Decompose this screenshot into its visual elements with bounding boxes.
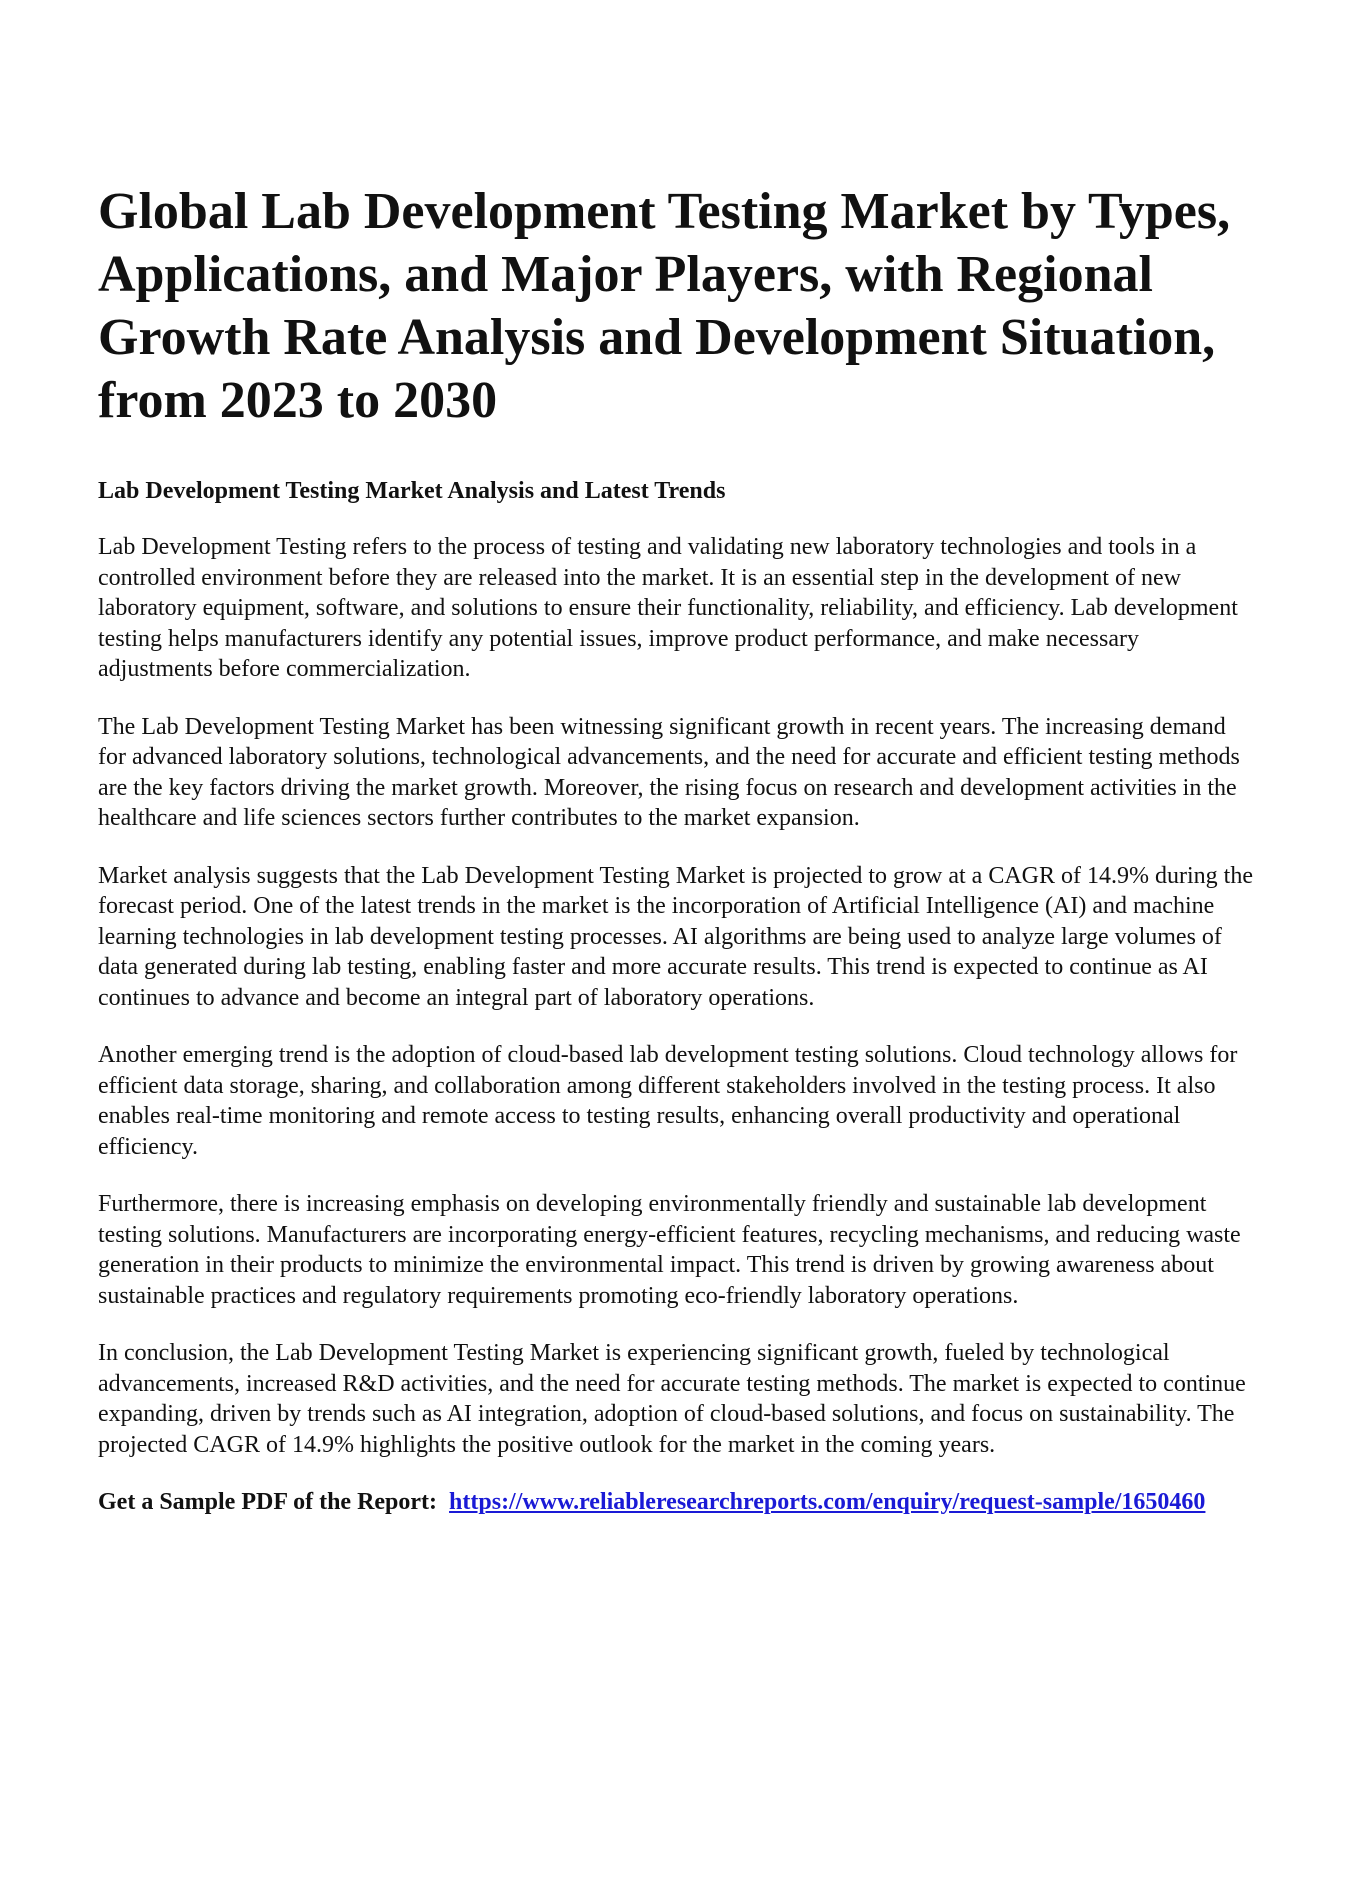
paragraph-definition: Lab Development Testing refers to the process of testing and validating new laboratory technologies and tools in a controlled environment before they are released into the market. It is an essential step in the development of new laboratory equipment, software, and solutions to ensure their functionality, reliability, and efficiency. Lab development testing helps manufacturers identify any potential issues, improve product performance, and make necessary adjustments before commercialization. bbox=[98, 534, 1238, 682]
paragraph-cagr-ai-trend: Market analysis suggests that the Lab Development Testing Market is projected to grow at a CAGR of 14.9% during the forecast period. One of the latest trends in the market is the incorporation of Artificial Intelligence (AI) and machine learning technologies in lab development testing processes. AI algorithms are being used to analyze large volumes of data generated during lab testing, enabling faster and more accurate results. This trend is expected to continue as AI continues to advance and become an integral part of laboratory operations. bbox=[98, 862, 1253, 1011]
sample-pdf-label: Get a Sample PDF of the Report: bbox=[98, 1489, 438, 1515]
sample-pdf-link[interactable]: https://www.reliableresearchreports.com/enquiry/request-sample/1650460 bbox=[449, 1489, 1206, 1515]
paragraph-market-growth: The Lab Development Testing Market has been witnessing significant growth in recent years. The increasing demand for advanced laboratory solutions, technological advancements, and the need for accurate and efficient testing methods are the key factors driving the market growth. Moreover, the rising focus on research and development activities in the healthcare and life sciences sectors further contributes to the market expansion. bbox=[98, 713, 1240, 831]
sample-pdf-callout bbox=[98, 1487, 1258, 1518]
paragraph-cloud-trend: Another emerging trend is the adoption of cloud-based lab development testing solutions. Cloud technology allows for efficient data storage, sharing, and collaboration among different stakeholders involved in the testing process. It also enables real-time monitoring and remote access to testing results, enhancing overall productivity and operational efficiency. bbox=[98, 1042, 1238, 1160]
report-title: Global Lab Development Testing Market by Types, Applications, and Major Players, with Regional Growth Rate Analysis and Development Situation, from 2023 to 2030 bbox=[98, 183, 1231, 429]
paragraph-conclusion: In conclusion, the Lab Development Testing Market is experiencing significant growth, fueled by technological advancements, increased R&D activities, and the need for accurate testing methods. The market is expected to continue expanding, driven by trends such as AI integration, adoption of cloud-based solutions, and focus on sustainability. The projected CAGR of 14.9% highlights the positive outlook for the market in the coming years. bbox=[98, 1340, 1246, 1458]
section-heading: Lab Development Testing Market Analysis and Latest Trends bbox=[98, 478, 726, 504]
report-page bbox=[98, 180, 1258, 1518]
paragraph-sustainability-trend: Furthermore, there is increasing emphasis on developing environmentally friendly and sustainable lab development testing solutions. Manufacturers are incorporating energy-efficient features, recycling mechanisms, and reducing waste generation in their products to minimize the environmental impact. This trend is driven by growing awareness about sustainable practices and regulatory requirements promoting eco-friendly laboratory operations. bbox=[98, 1191, 1241, 1309]
